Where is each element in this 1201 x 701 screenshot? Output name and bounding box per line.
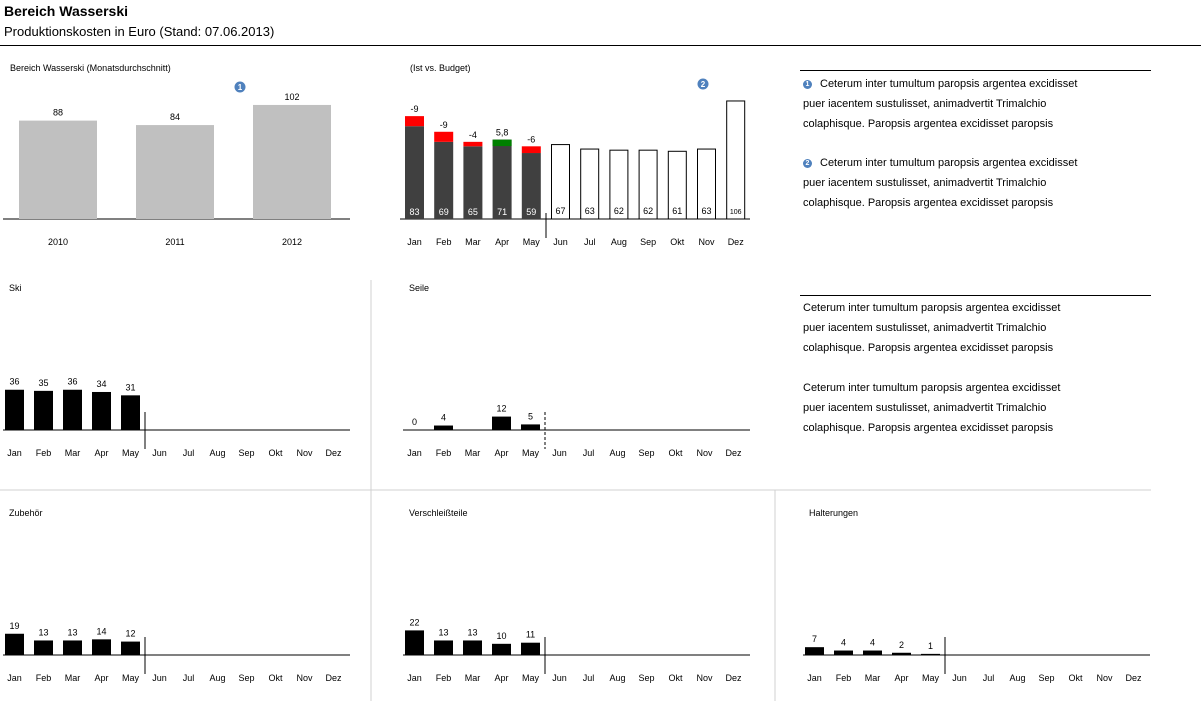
tick-label: Apr — [94, 448, 109, 458]
tick-label: Okt — [268, 673, 283, 683]
bar-Mar — [63, 640, 82, 655]
tick-label: Okt — [268, 448, 283, 458]
data-label: 19 — [9, 620, 20, 631]
tick-label: Sep — [1038, 673, 1055, 683]
delta-label: -4 — [468, 129, 477, 140]
tick-label: Sep — [638, 448, 655, 458]
bar-May — [521, 643, 540, 655]
tick-label: May — [921, 673, 940, 683]
data-label: 71 — [497, 207, 508, 217]
tick-label: Jun — [552, 448, 567, 458]
tick-label: Sep — [638, 673, 655, 683]
bar-actual-Jan — [405, 126, 424, 219]
delta-bar-Apr — [493, 140, 512, 146]
tick-label: Apr — [494, 448, 509, 458]
bar-Jan — [5, 634, 24, 655]
tick-label: Jan — [407, 673, 422, 683]
tick-label: Apr — [894, 673, 909, 683]
data-label: 35 — [38, 377, 49, 388]
tick-label: Nov — [296, 448, 313, 458]
page-subtitle: Produktionskosten in Euro (Stand: 07.06.2013) — [4, 24, 275, 39]
tick-label: Nov — [696, 673, 713, 683]
bar-May — [121, 395, 140, 430]
tick-label: Mar — [464, 673, 481, 683]
data-label: 12 — [125, 628, 136, 639]
data-label: 13 — [438, 627, 449, 638]
notes-top-divider — [800, 70, 1151, 71]
data-label: 61 — [672, 206, 683, 216]
bar-Apr — [92, 639, 111, 655]
tick-label: Okt — [670, 237, 685, 247]
bar-2012 — [253, 105, 331, 219]
tick-label: Sep — [238, 448, 255, 458]
tick-label: Okt — [668, 448, 683, 458]
note-3 — [803, 298, 1163, 358]
data-label: 69 — [438, 207, 449, 217]
tick-label: Nov — [1096, 673, 1113, 683]
note-line: Ceterum inter tumultum paropsis argentea excidisset — [820, 157, 1078, 169]
note-line: puer iacentem sustulisset, animadvertit Trimalchio — [803, 322, 1047, 334]
bar-Mar — [863, 651, 882, 655]
bar-Feb — [34, 640, 53, 655]
tick-label: Feb — [435, 673, 452, 683]
chart-title: Zubehör — [9, 508, 43, 518]
note-line: puer iacentem sustulisset, animadvertit Trimalchio — [803, 98, 1047, 110]
note-line: Ceterum inter tumultum paropsis argentea excidisset — [803, 382, 1061, 394]
delta-label: -9 — [439, 119, 448, 130]
data-label: 13 — [467, 627, 478, 638]
bar-Mar — [63, 390, 82, 430]
tick-label: Apr — [94, 673, 109, 683]
bar-Mar — [463, 640, 482, 655]
bar-Apr — [92, 392, 111, 430]
data-label: 11 — [525, 629, 536, 640]
tick-label: Mar — [64, 448, 81, 458]
note-badge-icon: 2 — [803, 159, 812, 168]
note-1 — [803, 74, 1163, 134]
bar-Feb — [434, 640, 453, 655]
chart-title: Halterungen — [809, 508, 859, 518]
tick-label: 2011 — [165, 237, 185, 247]
data-label: 88 — [52, 107, 64, 118]
delta-label: 5,8 — [495, 127, 509, 138]
note-2 — [803, 153, 1163, 213]
data-label: 31 — [125, 382, 136, 393]
tick-label: Jun — [152, 448, 167, 458]
tick-label: Feb — [435, 448, 452, 458]
tick-label: Apr — [495, 237, 510, 247]
bar-2011 — [136, 125, 214, 219]
tick-label: Jun — [952, 673, 967, 683]
tick-label: May — [121, 673, 140, 683]
tick-label: Mar — [464, 448, 481, 458]
note-badge-icon: 1 — [803, 80, 812, 89]
data-label: 62 — [643, 206, 654, 216]
data-label: 63 — [584, 206, 595, 216]
tick-label: Dez — [725, 673, 742, 683]
tick-label: Feb — [35, 673, 52, 683]
tick-label: 2010 — [47, 237, 69, 247]
data-label: 67 — [555, 206, 566, 216]
tick-label: Mar — [864, 673, 881, 683]
bar-May — [521, 424, 540, 430]
data-label: 4 — [869, 637, 876, 648]
data-label: 13 — [38, 627, 49, 638]
delta-bar-May — [522, 146, 541, 153]
tick-label: Jul — [182, 673, 195, 683]
tick-label: Jul — [582, 673, 595, 683]
tick-label: Jul — [982, 673, 995, 683]
tick-label: Mar — [465, 237, 481, 247]
delta-label: -6 — [527, 134, 536, 145]
bar-Apr — [492, 417, 511, 430]
data-label: 10 — [496, 630, 507, 641]
tick-label: Okt — [1068, 673, 1083, 683]
data-label: 62 — [613, 206, 624, 216]
data-label: 102 — [284, 91, 300, 102]
tick-label: May — [521, 448, 540, 458]
tick-label: Dez — [325, 448, 342, 458]
tick-label: Nov — [698, 237, 715, 247]
chart-title: Verschleißteile — [409, 508, 468, 518]
tick-label: Nov — [296, 673, 313, 683]
chart-title: (Ist vs. Budget) — [410, 63, 471, 73]
bar-Apr — [492, 644, 511, 655]
data-label: 36 — [9, 376, 20, 387]
tick-label: Jan — [407, 448, 422, 458]
tick-label: May — [121, 448, 140, 458]
data-label: 1 — [927, 640, 934, 651]
bar-Feb — [434, 426, 453, 430]
data-label: 13 — [67, 627, 78, 638]
data-label: 14 — [96, 626, 107, 637]
note-line: puer iacentem sustulisset, animadvertit Trimalchio — [803, 402, 1047, 414]
tick-label: Jul — [582, 448, 595, 458]
tick-label: 2012 — [281, 237, 303, 247]
delta-bar-Mar — [463, 142, 482, 146]
data-label: 5 — [527, 411, 534, 422]
tick-label: Aug — [610, 237, 627, 247]
tick-label: Jul — [583, 237, 596, 247]
note-line: Ceterum inter tumultum paropsis argentea excidisset — [820, 78, 1078, 90]
bar-Feb — [34, 391, 53, 430]
chart-title: Seile — [409, 283, 430, 293]
tick-label: Aug — [1009, 673, 1026, 683]
bar-2010 — [19, 121, 97, 219]
bar-Jan — [805, 647, 824, 655]
data-label: 4 — [840, 637, 847, 648]
tick-label: May — [522, 237, 540, 247]
data-label: 106 — [729, 209, 742, 216]
delta-label: -9 — [410, 104, 419, 115]
tick-label: Jun — [152, 673, 167, 683]
tick-label: May — [521, 673, 540, 683]
bar-Apr — [892, 653, 911, 655]
note-line: colaphisque. Paropsis argentea excidisset paropsis — [803, 342, 1054, 354]
tick-label: Feb — [435, 237, 452, 247]
tick-label: Jun — [553, 237, 568, 247]
tick-label: Jul — [182, 448, 195, 458]
note-line: puer iacentem sustulisset, animadvertit Trimalchio — [803, 177, 1047, 189]
data-label: 65 — [467, 207, 478, 217]
data-label: 34 — [96, 378, 107, 389]
data-label: 36 — [67, 376, 78, 387]
tick-label: Jan — [7, 448, 22, 458]
info-badge-label: 2 — [700, 80, 706, 89]
page-title: Bereich Wasserski — [4, 3, 128, 19]
bar-May — [121, 642, 140, 655]
tick-label: Jan — [407, 237, 422, 247]
data-label: 63 — [701, 206, 712, 216]
tick-label: Okt — [668, 673, 683, 683]
tick-label: Aug — [209, 673, 226, 683]
note-line: colaphisque. Paropsis argentea excidisset paropsis — [803, 197, 1054, 209]
tick-label: Jun — [552, 673, 567, 683]
tick-label: Sep — [640, 237, 657, 247]
tick-label: Jan — [807, 673, 822, 683]
data-label: 59 — [526, 207, 537, 217]
tick-label: Mar — [64, 673, 81, 683]
tick-label: Nov — [696, 448, 713, 458]
data-label: 84 — [169, 112, 181, 123]
delta-bar-Jan — [405, 116, 424, 126]
bar-forecast-Dez — [727, 101, 745, 219]
chart-title: Ski — [9, 283, 22, 293]
bar-May — [921, 654, 940, 655]
note-line: colaphisque. Paropsis argentea excidisset paropsis — [803, 422, 1054, 434]
tick-label: Dez — [325, 673, 342, 683]
info-badge-label: 1 — [237, 83, 243, 92]
tick-label: Jan — [7, 673, 22, 683]
tick-label: Aug — [209, 448, 226, 458]
data-label: 83 — [409, 207, 420, 217]
note-line: colaphisque. Paropsis argentea excidisset paropsis — [803, 118, 1054, 130]
data-label: 7 — [811, 634, 818, 645]
data-label: 12 — [496, 403, 507, 414]
bar-Feb — [834, 651, 853, 655]
tick-label: Sep — [238, 673, 255, 683]
data-label: 4 — [440, 412, 447, 423]
tick-label: Dez — [1125, 673, 1142, 683]
bar-Jan — [5, 390, 24, 430]
tick-label: Dez — [727, 237, 744, 247]
chart-title: Bereich Wasserski (Monatsdurchschnitt) — [10, 63, 171, 73]
data-label: 0 — [411, 417, 418, 427]
delta-bar-Feb — [434, 132, 453, 142]
note-4 — [803, 378, 1163, 438]
tick-label: Aug — [609, 673, 626, 683]
tick-label: Apr — [494, 673, 509, 683]
tick-label: Feb — [835, 673, 852, 683]
tick-label: Dez — [725, 448, 742, 458]
tick-label: Feb — [35, 448, 52, 458]
data-label: 2 — [898, 639, 905, 650]
data-label: 22 — [409, 617, 420, 628]
bar-Jan — [405, 630, 424, 655]
notes-middle-divider — [800, 295, 1151, 296]
note-line: Ceterum inter tumultum paropsis argentea excidisset — [803, 302, 1061, 314]
tick-label: Aug — [609, 448, 626, 458]
